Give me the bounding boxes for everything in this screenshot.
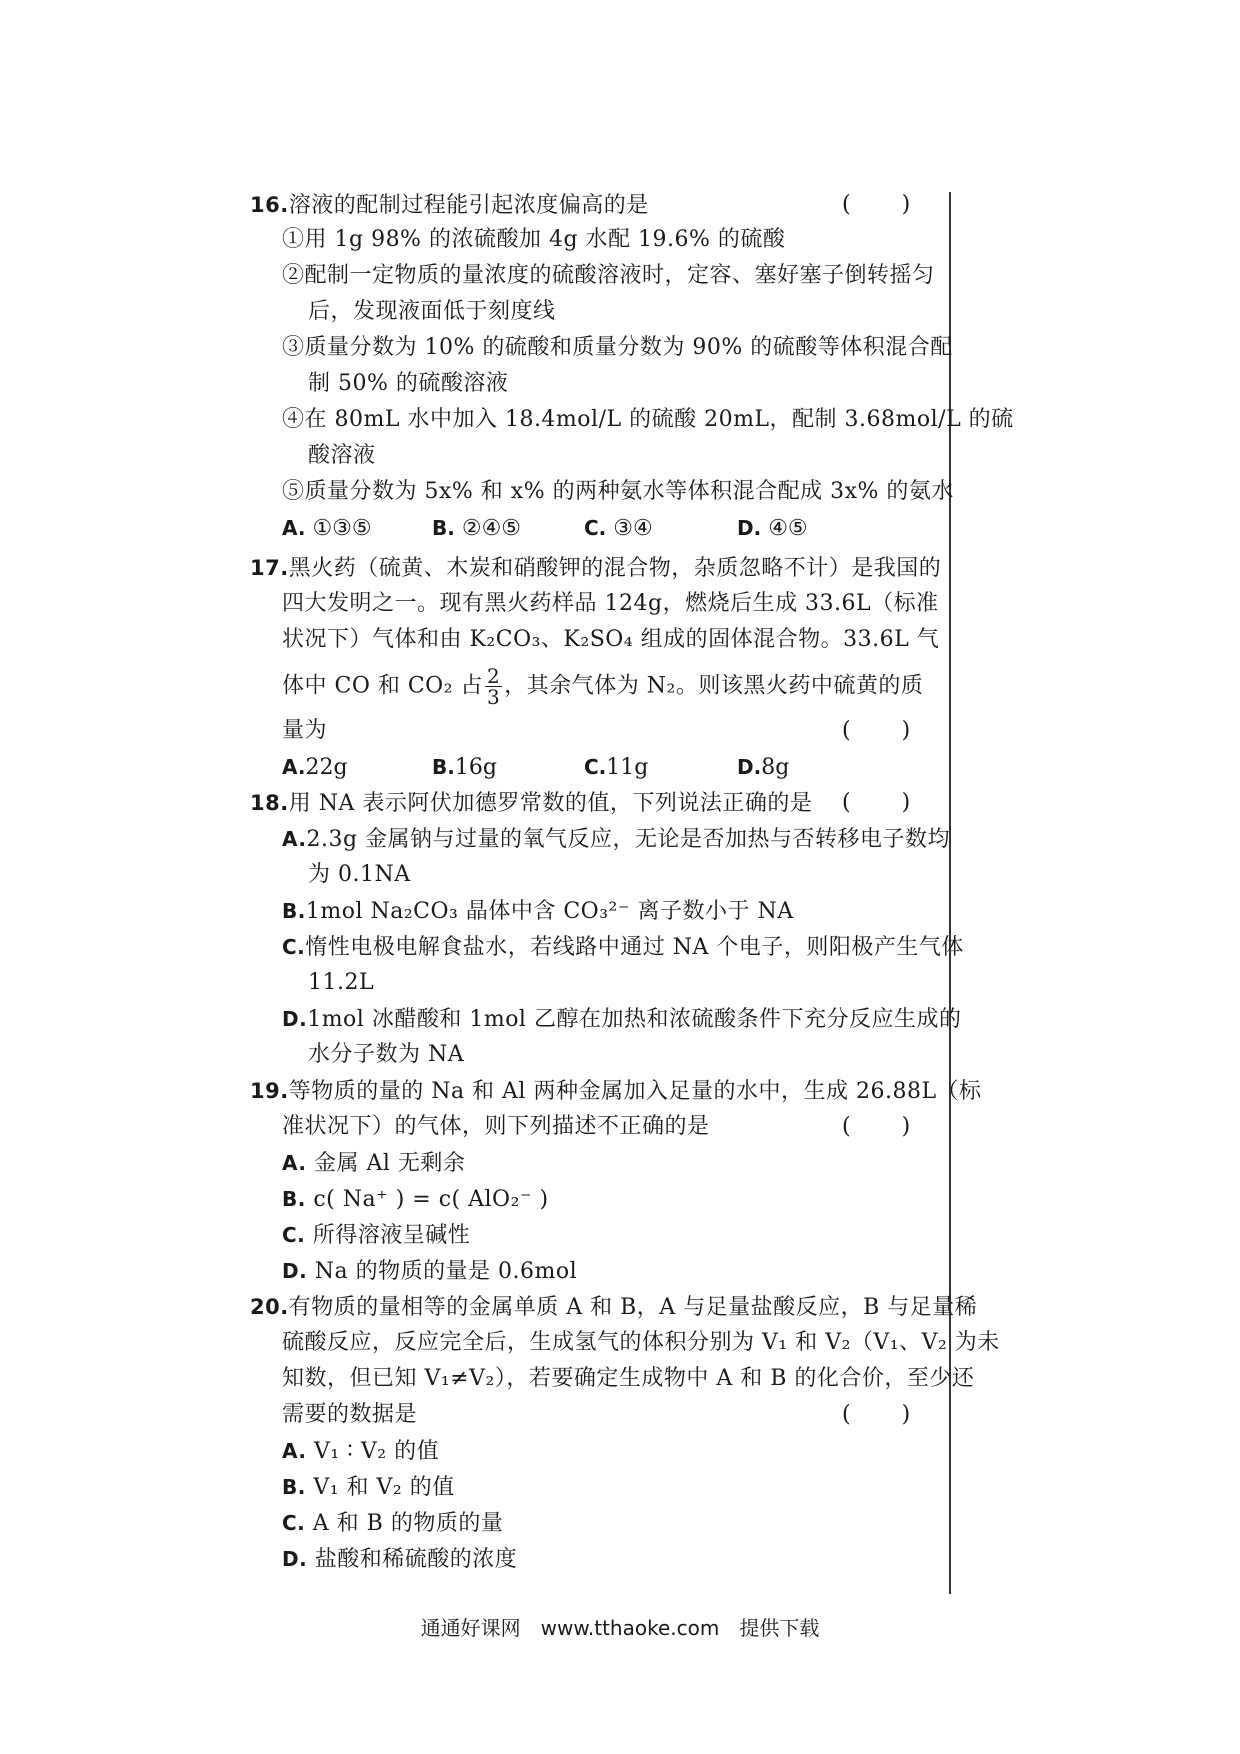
option-a-cont: 为 0.1NA	[308, 862, 411, 887]
footer-source: 通通好课网 www.tthaoke.com 提供下载	[420, 1616, 820, 1640]
answer-blank: ( )	[842, 718, 933, 743]
statement-4: ④在 80mL 水中加入 18.4mol/L 的硫酸 20mL，配制 3.68mol/L 的硫	[282, 407, 1014, 432]
option-d[interactable]: D. 盐酸和稀硫酸的浓度	[282, 1547, 518, 1572]
option-b[interactable]: B.1mol Na₂CO₃ 晶体中含 CO₃²⁻ 离子数小于 NA	[282, 899, 794, 924]
question-18-stem: 18.用 NA 表示阿伏加德罗常数的值，下列说法正确的是	[250, 791, 813, 816]
stem-line: 状况下）气体和由 K₂CO₃、K₂SO₄ 组成的固体混合物。33.6L 气	[282, 627, 940, 652]
question-17-stem: 17.黑火药（硫黄、木炭和硝酸钾的混合物，杂质忽略不计）是我国的	[250, 556, 942, 581]
options-row	[282, 513, 922, 543]
stem-line-fraction: 体中 CO 和 CO₂ 占 $\frac{2}{3}$ ，其余气体为 N₂。则该黑火药中硫黄的质	[282, 664, 924, 709]
option-a[interactable]: A.2.3g 金属钠与过量的氧气反应，无论是否加热与否转移电子数均	[282, 827, 951, 852]
fraction: $\frac{2}{3}$	[487, 664, 501, 709]
option-b[interactable]: B.16g	[432, 755, 497, 780]
stem-line: 准状况下）的气体，则下列描述不正确的是	[282, 1114, 710, 1139]
option-c[interactable]: C. ③④	[584, 516, 653, 541]
answer-blank: ( )	[842, 1114, 933, 1139]
option-c[interactable]: C.11g	[584, 755, 649, 780]
option-c[interactable]: C.惰性电极电解食盐水，若线路中通过 NA 个电子，则阳极产生气体	[282, 935, 964, 960]
option-b[interactable]: B. V₁ 和 V₂ 的值	[282, 1475, 455, 1500]
answer-blank: ( )	[842, 790, 933, 815]
question-number: 16.	[250, 193, 289, 217]
statement-5: ⑤质量分数为 5x% 和 x% 的两种氨水等体积混合配成 3x% 的氨水	[282, 479, 954, 504]
stem-line: 需要的数据是	[282, 1402, 418, 1427]
option-a[interactable]: A.22g	[282, 755, 348, 780]
statement-2: ②配制一定物质的量浓度的硫酸溶液时，定容、塞好塞子倒转摇匀	[282, 263, 935, 288]
option-d[interactable]: D.8g	[737, 755, 790, 780]
option-c[interactable]: C. A 和 B 的物质的量	[282, 1511, 504, 1536]
statement-1: ①用 1g 98% 的浓硫酸加 4g 水配 19.6% 的硫酸	[282, 227, 786, 252]
option-c[interactable]: C. 所得溶液呈碱性	[282, 1223, 471, 1248]
option-a[interactable]: A. 金属 Al 无剩余	[282, 1151, 466, 1176]
option-d-cont: 水分子数为 NA	[308, 1042, 465, 1067]
answer-blank: ( )	[842, 192, 933, 217]
stem-line: 四大发明之一。现有黑火药样品 124g，燃烧后生成 33.6L（标准	[282, 591, 939, 616]
options-row	[282, 752, 922, 782]
question-20-stem: 20.有物质的量相等的金属单质 A 和 B，A 与足量盐酸反应，B 与足量稀	[250, 1295, 978, 1320]
option-a[interactable]: A. V₁ ∶ V₂ 的值	[282, 1439, 440, 1464]
option-c-cont: 11.2L	[308, 970, 375, 995]
question-16-stem: 16.溶液的配制过程能引起浓度偏高的是	[250, 193, 649, 218]
option-b[interactable]: B. c( Na⁺ ) = c( AlO₂⁻ )	[282, 1187, 549, 1212]
stem-line: 硫酸反应，反应完全后，生成氢气的体积分别为 V₁ 和 V₂（V₁、V₂ 为未	[282, 1330, 1000, 1355]
statement-3: ③质量分数为 10% 的硫酸和质量分数为 90% 的硫酸等体积混合配	[282, 335, 953, 360]
question-number: 19.	[250, 1079, 289, 1103]
answer-blank: ( )	[842, 1402, 933, 1427]
statement-3-cont: 制 50% 的硫酸溶液	[308, 371, 509, 396]
statement-4-cont: 酸溶液	[308, 443, 376, 468]
option-b[interactable]: B. ②④⑤	[432, 516, 522, 541]
question-number: 17.	[250, 556, 289, 580]
stem-line: 量为	[282, 718, 328, 743]
question-19-stem: 19.等物质的量的 Na 和 Al 两种金属加入足量的水中，生成 26.88L（标	[250, 1079, 982, 1104]
option-d[interactable]: D. Na 的物质的量是 0.6mol	[282, 1259, 578, 1284]
stem-line: 知数，但已知 V₁≠V₂），若要确定生成物中 A 和 B 的化合价，至少还	[282, 1366, 975, 1391]
question-number: 18.	[250, 791, 289, 815]
statement-2-cont: 后，发现液面低于刻度线	[308, 299, 556, 324]
question-number: 20.	[250, 1295, 289, 1319]
option-d[interactable]: D. ④⑤	[737, 516, 808, 541]
option-a[interactable]: A. ①③⑤	[282, 516, 372, 541]
option-d[interactable]: D.1mol 冰醋酸和 1mol 乙醇在加热和浓硫酸条件下充分反应生成的	[282, 1007, 962, 1032]
